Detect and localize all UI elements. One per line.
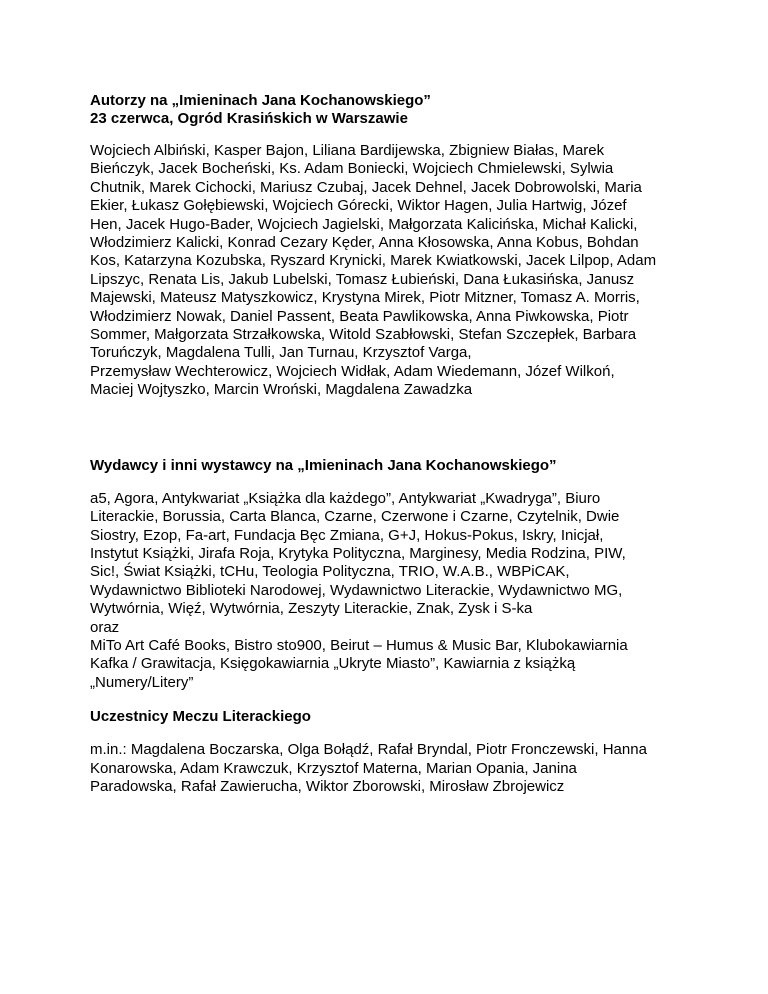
authors-title: Autorzy na „Imieninach Jana Kochanowskiego”	[90, 92, 431, 109]
match-participants-list: m.in.: Magdalena Boczarska, Olga Bołądź, Rafał Bryndal, Piotr Fronczewski, Hanna Konarowska, Adam Krawczuk, Krzysztof Materna, Marian Opania, Janina Paradowska, Rafał Zawierucha, Wiktor Zborowski, Mirosław Zbrojewicz	[90, 741, 647, 795]
publishers-list: a5, Agora, Antykwariat „Książka dla każdego”, Antykwariat „Kwadryga”, Biuro Literackie, Borussia, Carta Blanca, Czarne, Czerwone i Czarne, Czytelnik, Dwie Siostry, Ezop, Fa-art, Fundacja Bęc Zmiana, G+J, Hokus-Pokus, Iskry, Inicjał, Instytut Książki, Jirafa Roja, Krytyka Polityczna, Marginesy, Media Rodzina, PIW, Sic!, Świat Książki, tCHu, Teologia Polityczna, TRIO, W.A.B., WBPiCAK, Wydawnictwo Biblioteki Narodowej, Wydawnictwo Literackie, Wydawnictwo MG, Wytwórnia, Więź, Wytwórnia, Zeszyty Literackie, Znak, Zysk i S-ka oraz MiTo Art Café Books, Bistro sto900, Beirut – Humus & Music Bar, Klubokawiarnia Kafka / Grawitacja, Księgokawiarnia „Ukryte Miasto”, Kawiarnia z książką „Numery/Litery”	[90, 489, 628, 691]
authors-heading	[90, 92, 700, 128]
authors-list: Wojciech Albiński, Kasper Bajon, Liliana Bardijewska, Zbigniew Białas, Marek Bieńczyk, Jacek Bocheński, Ks. Adam Boniecki, Wojciech Chmielewski, Sylwia Chutnik, Marek Cichocki, Mariusz Czubaj, Jacek Dehnel, Jacek Dobrowolski, Maria Ekier, Łukasz Gołębiewski, Wojciech Górecki, Wiktor Hagen, Julia Hartwig, Józef Hen, Jacek Hugo-Bader, Wojciech Jagielski, Małgorzata Kalicińska, Michał Kalicki, Włodzimierz Kalicki, Konrad Cezary Kęder, Anna Kłosowska, Anna Kobus, Bohdan Kos, Katarzyna Kozubska, Ryszard Krynicki, Marek Kwiatkowski, Jacek Lilpop, Adam Lipszyc, Renata Lis, Jakub Lubelski, Tomasz Łubieński, Dana Łukasińska, Janusz Majewski, Mateusz Matyszkowicz, Krystyna Mirek, Piotr Mitzner, Tomasz A. Morris, Włodzimierz Nowak, Daniel Passent, Beata Pawlikowska, Anna Piwkowska, Piotr Sommer, Małgorzata Strzałkowska, Witold Szabłowski, Stefan Szczepłek, Barbara Toruńczyk, Magdalena Tulli, Jan Turnau, Krzysztof Varga, Przemysław Wechterowicz, Wojciech Widłak, Adam Wiedemann, Józef Wilkoń, Maciej Wojtyszko, Marcin Wroński, Magdalena Zawadzka	[90, 142, 657, 399]
authors-subtitle: 23 czerwca, Ogród Krasińskich w Warszawie	[90, 110, 408, 127]
match-title: Uczestnicy Meczu Literackiego	[90, 708, 311, 726]
publishers-section	[90, 457, 700, 692]
publishers-title: Wydawcy i inni wystawcy na „Imieninach Jana Kochanowskiego”	[90, 456, 557, 474]
authors-section	[90, 92, 700, 400]
document-page	[90, 92, 700, 796]
match-section	[90, 708, 700, 796]
